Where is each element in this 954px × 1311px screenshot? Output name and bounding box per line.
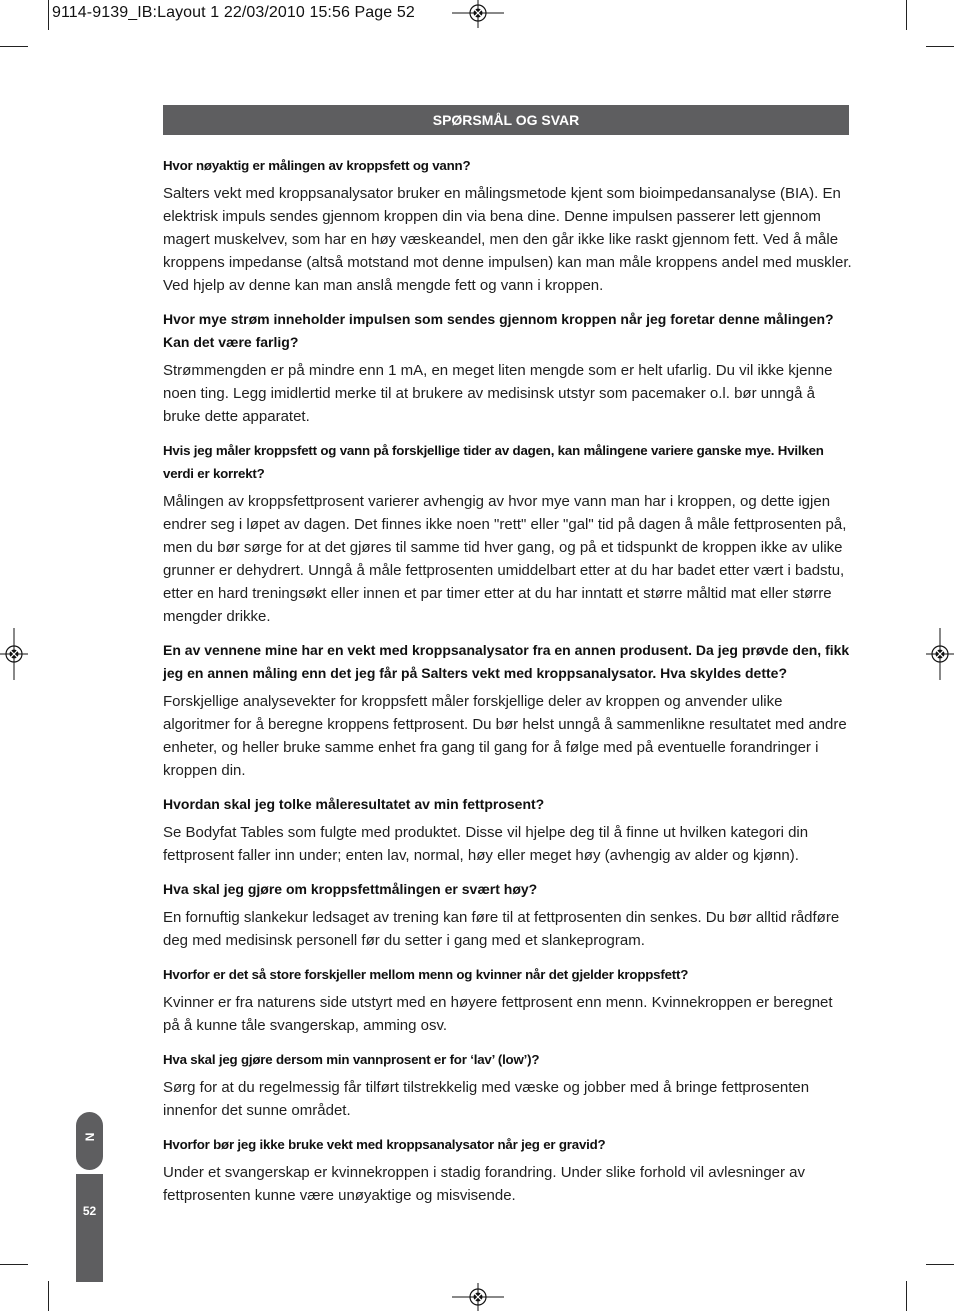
crop-mark-bottom-right-v <box>906 1281 907 1311</box>
crop-mark-bottom-left-v <box>48 1281 49 1311</box>
faq-item <box>163 639 853 782</box>
faq-answer: Under et svangerskap er kvinnekroppen i stadig forandring. Under slike forhold vil avlesninger av fettprosenten kunne være unøyaktige og misvisende. <box>163 1164 806 1204</box>
faq-question: Hvor nøyaktig er målingen av kroppsfett og vann? <box>163 158 471 173</box>
faq-item <box>163 439 853 628</box>
faq-content <box>163 154 853 1218</box>
faq-answer: Forskjellige analysevekter for kroppsfett måler forskjellige deler av kroppen og anvender ulike algoritmer for å beregne kroppens fettprosent. Du bør helst unngå å sammenlikne resultatet med andre enheter, og heller bruke samme enhet fra gang til gang for å følge med på eventuelle forandringer i kroppen din. <box>163 693 847 779</box>
faq-answer: Målingen av kroppsfettprosent varierer avhengig av hvor mye vann man har i kroppen, og dette igjen endrer seg i løpet av dagen. Det finnes ikke noen "rett" eller "gal" tid på dagen å måle fettprosenten på, men du bør sørge for at det gjøres til samme tid hver gang, og på et tidspunkt de kroppen ikke av ulike grunner er dehydrert. Unngå å måle fettprosenten umiddelbart etter at du har badet etter vært i badstu, etter en hard treningsøkt eller innen et par timer etter at du har inntatt et større måltid mat eller større mengder drikke. <box>163 493 847 625</box>
crop-mark-bottom-right-h <box>926 1264 954 1265</box>
faq-answer: Se Bodyfat Tables som fulgte med produktet. Disse vil hjelpe deg til å finne ut hvilken kategori din fettprosent faller inn under; enten lav, normal, høy eller meget høy (avhengig av alder og kjønn). <box>163 824 809 864</box>
language-tab <box>76 1112 103 1282</box>
registration-mark-icon <box>452 1283 504 1311</box>
faq-answer: En fornuftig slankekur ledsaget av trening kan føre til at fettprosenten din senkes. Du bør alltid rådføre deg med medisinsk personell før du setter i gang med et slankeprogram. <box>163 909 840 949</box>
page-number-bar <box>76 1174 103 1282</box>
faq-answer: Kvinner er fra naturens side utstyrt med en høyere fettprosent enn menn. Kvinnekroppen er beregnet på å kunne tåle svangerskap, amming osv. <box>163 994 833 1034</box>
faq-question: Hvis jeg måler kroppsfett og vann på forskjellige tider av dagen, kan målingene variere ganske mye. Hvilken verdi er korrekt? <box>163 443 824 481</box>
faq-question: Hvordan skal jeg tolke måleresultatet av min fettprosent? <box>163 796 545 812</box>
crop-mark-top-right-v <box>906 0 907 30</box>
crop-mark-bottom-left-h <box>0 1264 28 1265</box>
language-letter: N <box>82 1132 97 1142</box>
faq-item <box>163 1048 853 1122</box>
faq-answer: Salters vekt med kroppsanalysator bruker en målingsmetode kjent som bioimpedansanalyse (BIA). En elektrisk impuls sendes gjennom kroppen din via bena dine. Denne impulsen passerer lett gjennom magert muskelvev, som har en høy væskeandel, men den går ikke like raskt gjennom fett. Ved å måle kroppens impedanse (altså motstand mot denne impulsen) kan man måle kroppens andel med muskler. Ved hjelp av denne kan man anslå mengde fett og vann i kroppen. <box>163 185 852 294</box>
faq-item <box>163 308 853 428</box>
registration-mark-icon <box>0 628 28 680</box>
faq-question: Hvorfor bør jeg ikke bruke vekt med kroppsanalysator når jeg er gravid? <box>163 1137 606 1152</box>
section-header <box>163 105 849 135</box>
crop-mark-top-left-h <box>0 46 28 47</box>
registration-mark-icon <box>926 628 954 680</box>
print-slug: 9114-9139_IB:Layout 1 22/03/2010 15:56 Page 52 <box>52 4 415 21</box>
faq-item <box>163 878 853 952</box>
faq-item <box>163 963 853 1037</box>
faq-question: Hva skal jeg gjøre dersom min vannprosent er for ‘lav’ (low’)? <box>163 1052 540 1067</box>
page-number: 52 <box>82 1204 97 1218</box>
faq-answer: Strømmengden er på mindre enn 1 mA, en meget liten mengde som er helt ufarlig. Du vil ikke kjenne noen ting. Legg imidlertid merke til at brukere av medisinsk utstyr som pacemaker o.l. bør unngå å bruke dette apparatet. <box>163 362 833 425</box>
faq-item <box>163 1133 853 1207</box>
section-title: SPØRSMÅL OG SVAR <box>432 112 580 128</box>
faq-question: Hva skal jeg gjøre om kroppsfettmålingen er svært høy? <box>163 881 538 897</box>
registration-mark-icon <box>452 0 504 28</box>
crop-mark-top-right-h <box>926 46 954 47</box>
faq-question: En av vennene mine har en vekt med kroppsanalysator fra en annen produsent. Da jeg prøvde den, fikk jeg en annen måling enn det jeg får på Salters vekt med kroppsanalysator. Hva skyldes dette? <box>163 642 850 681</box>
faq-item <box>163 154 853 297</box>
crop-mark-top-left-v <box>48 0 49 30</box>
faq-question: Hvor mye strøm inneholder impulsen som sendes gjennom kroppen når jeg foretar denne målingen? Kan det være farlig? <box>163 311 834 350</box>
faq-question: Hvorfor er det så store forskjeller mellom menn og kvinner når det gjelder kroppsfett? <box>163 967 689 982</box>
faq-answer: Sørg for at du regelmessig får tilført tilstrekkelig med væske og jobber med å bringe fettprosenten innenfor det sunne området. <box>163 1079 810 1119</box>
faq-item <box>163 793 853 867</box>
